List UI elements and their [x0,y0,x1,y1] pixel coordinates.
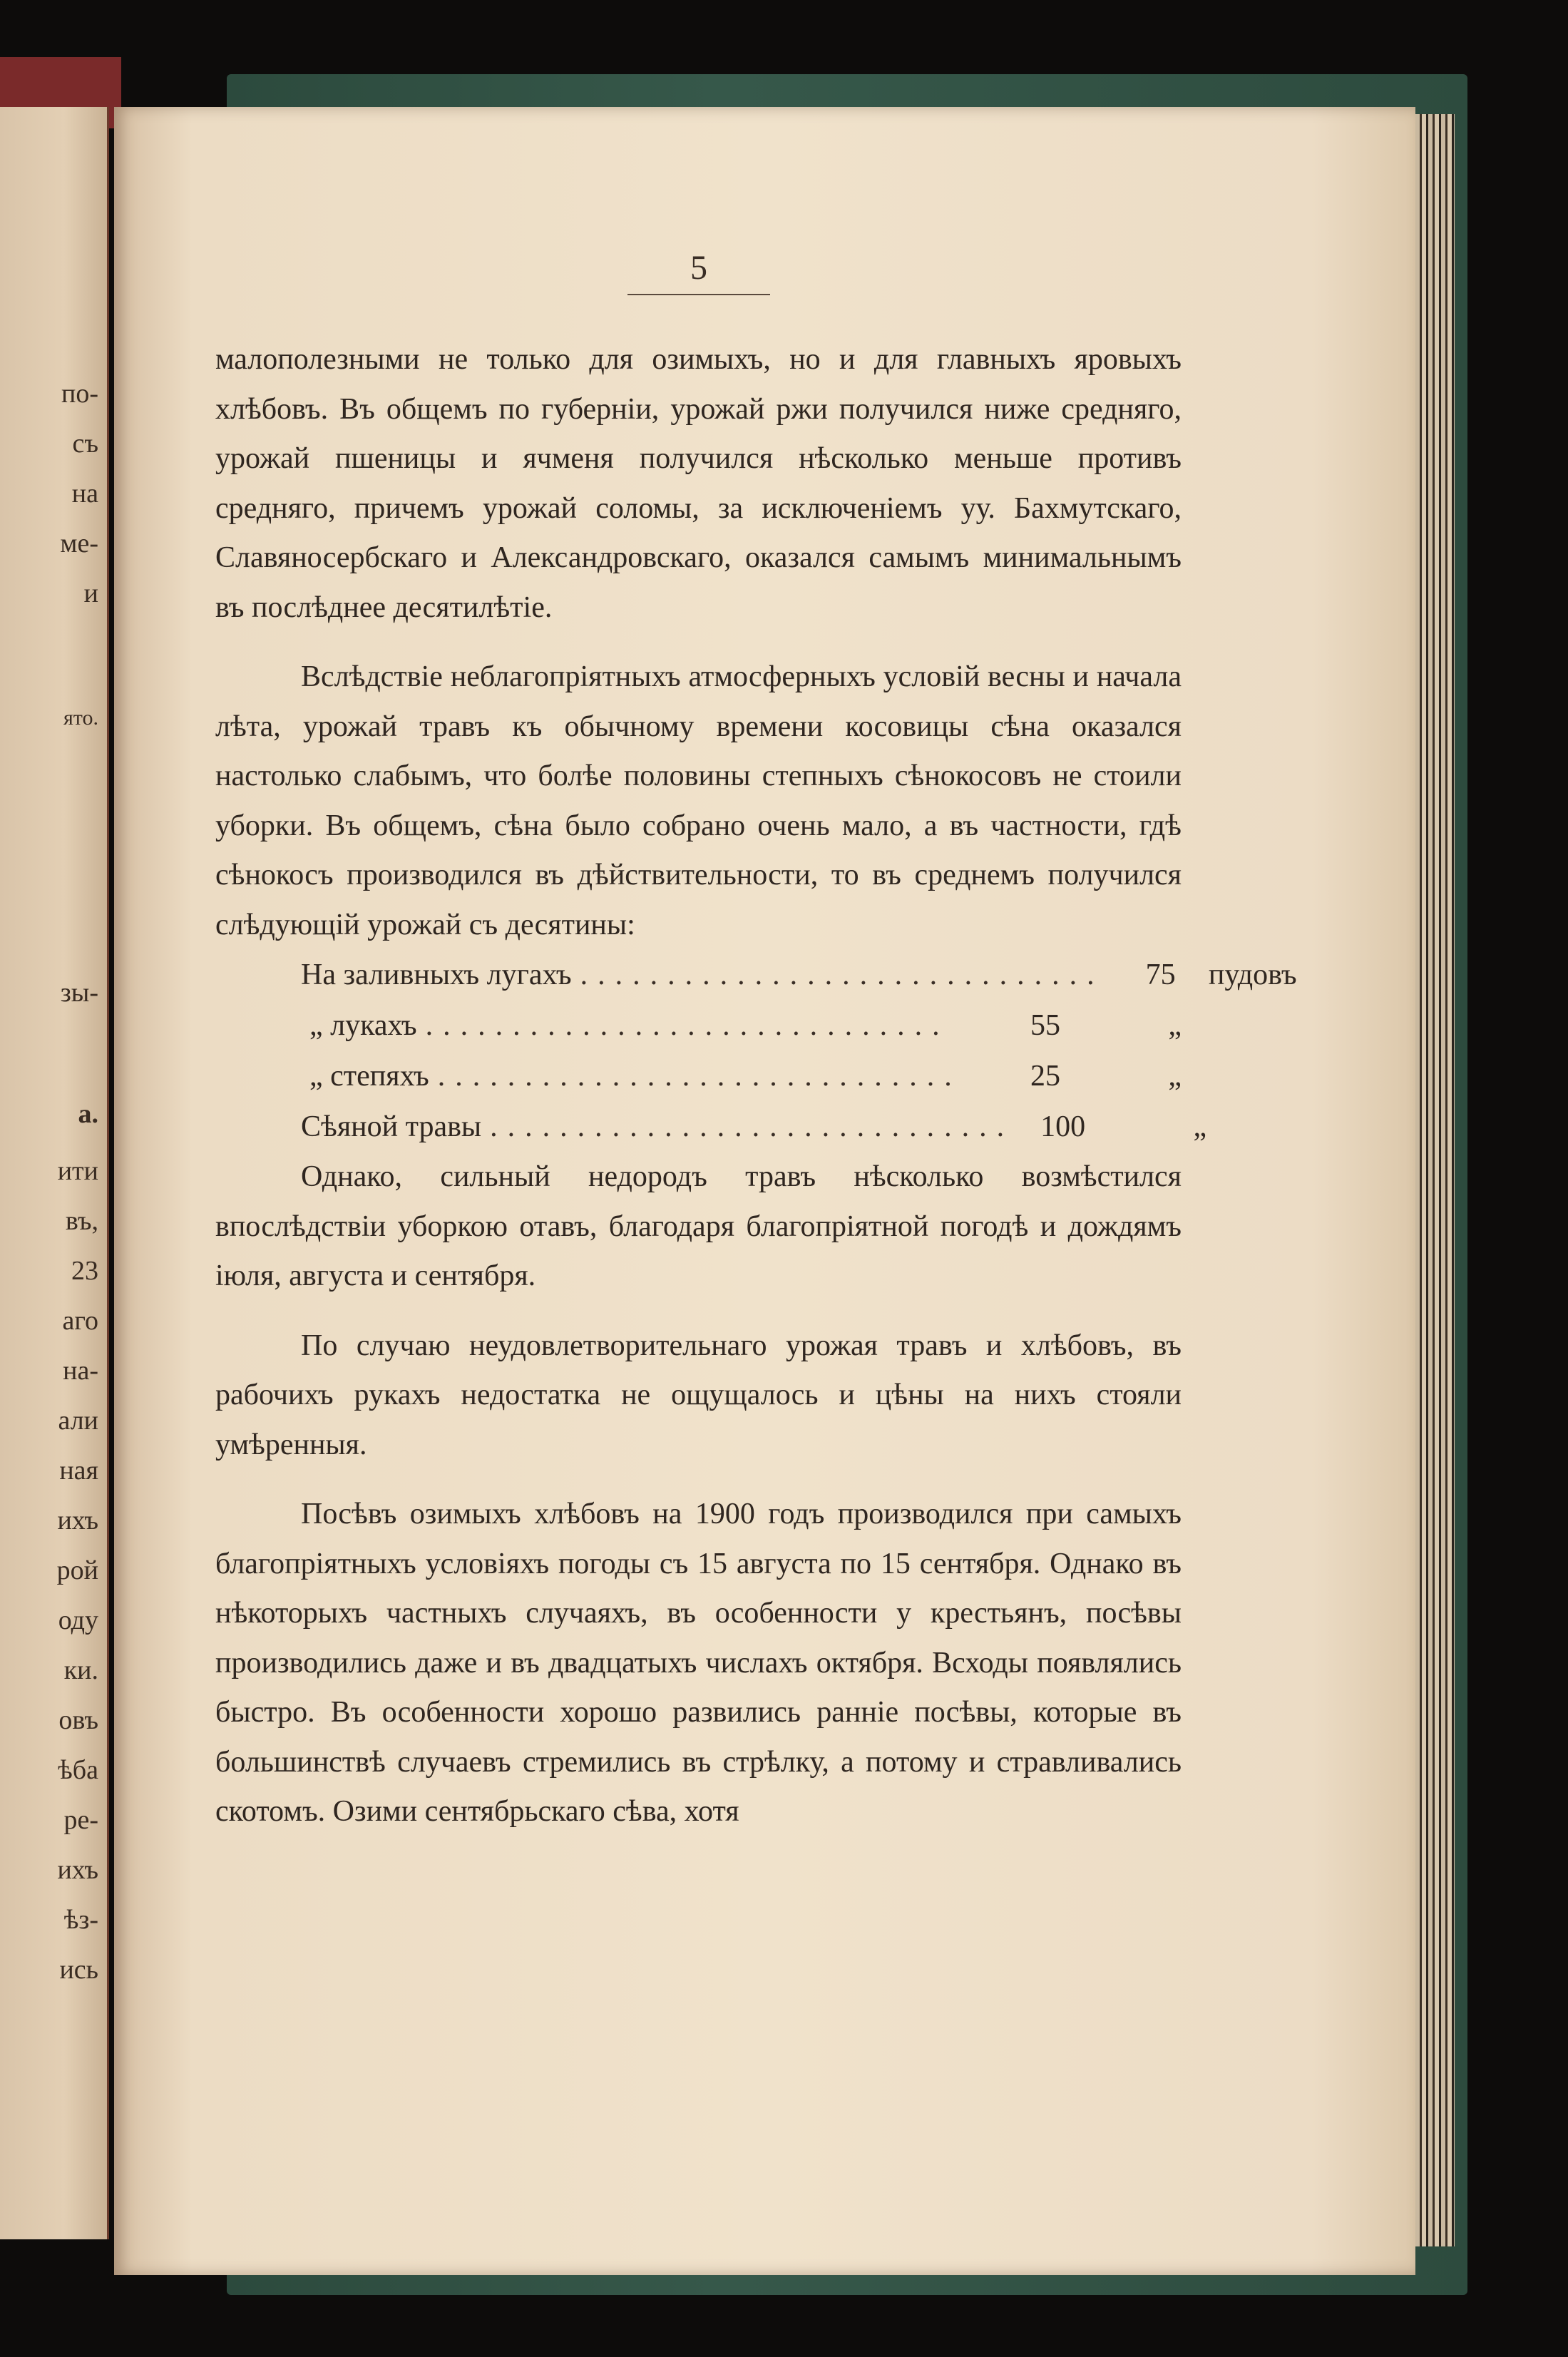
left-fragment: ити [57,1156,98,1186]
left-fragment: а. [78,1099,98,1129]
row-value: 25 [1030,1060,1060,1093]
left-fragment: ись [59,1955,98,1985]
row-unit: „ [1168,1009,1182,1042]
left-fragment: зы- [60,978,98,1008]
paragraph: По случаю неудовлетворительнаго урожая травъ и хлѣбовъ, въ рабочихъ рукахъ недостатка не ощущалось и цѣны на нихъ стояли умѣренныя. [215,1329,1182,1461]
leader-dots: .............................. [437,1060,962,1093]
left-fragment: въ, [65,1206,98,1236]
left-fragment: съ [72,429,98,459]
row-label: Сѣяной травы [301,1110,482,1143]
left-fragment: оду [58,1605,98,1635]
left-fragment: на [71,479,98,508]
left-neighbour-page [0,107,109,2239]
row-label: На заливныхъ лугахъ [301,958,572,991]
left-fragment: овъ [58,1705,98,1735]
row-label: „ степяхъ [309,1060,429,1093]
left-fragment: на- [63,1356,98,1386]
left-fragment: рой [56,1555,98,1585]
left-fragment: ная [59,1456,98,1486]
left-fragment: ихъ [57,1505,98,1535]
left-fragment: ре- [63,1805,98,1835]
paragraph: Посѣвъ озимыхъ хлѣбовъ на 1900 годъ производился при самыхъ благопріятныхъ условіяхъ погоды съ 15 августа по 15 сентября. Однако въ нѣкоторыхъ частныхъ случаяхъ, въ особенности у крестьянъ, посѣвы производились даже и въ двадцатыхъ числахъ октября. Всходы появлялись быстро. Въ особенности хорошо развились ранніе посѣвы, которые въ большинствѣ случаевъ стремились въ стрѣлку, а потому и стравливались скотомъ. Озими сентябрьскаго сѣва, хотя [215,1498,1182,1828]
row-value: 75 [1145,958,1176,991]
row-unit: „ [1168,1060,1182,1093]
row-unit: пудовъ [1208,958,1297,991]
row-label: „ лукахъ [309,1009,417,1042]
left-fragment: ихъ [57,1855,98,1885]
leader-dots: .............................. [580,958,1105,991]
leader-dots: .............................. [425,1009,950,1042]
left-fragment: 23 [71,1256,98,1286]
yield-table [215,950,1297,1152]
left-fragment: аго [62,1306,98,1336]
page-body [215,335,1297,1837]
table-row [215,950,1297,1001]
row-value: 55 [1030,1009,1060,1042]
left-fragment: ято. [63,706,98,730]
table-row [215,1102,1207,1152]
row-unit: „ [1193,1110,1207,1143]
left-fragment: ѣз- [63,1905,98,1935]
paragraph: Однако, сильный недородъ травъ нѣсколько возмѣстился впослѣдствіи уборкою отавъ, благодаря благопріятной погодѣ и дождямъ іюля, августа и сентября. [215,1160,1182,1292]
row-value: 100 [1040,1110,1086,1143]
leader-dots: .............................. [490,1110,1015,1143]
left-fragment: али [58,1406,98,1436]
table-row [215,1001,1182,1051]
left-fragment: ѣба [58,1755,98,1785]
left-fragment: ме- [60,528,98,558]
page-number-rule [627,294,770,295]
page-edges [1415,114,1455,2246]
table-row [215,1051,1182,1102]
paragraph: малополезными не только для озимыхъ, но и для главныхъ яровыхъ хлѣбовъ. Въ общемъ по губерніи, урожай ржи получился ниже средняго, урожай пшеницы и ячменя получился нѣсколько меньше противъ средняго, причемъ урожай соломы, за исключеніемъ уу. Бахмутскаго, Славяносербскаго и Александровскаго, оказался самымъ минимальнымъ въ послѣднее десятилѣтіе. [215,343,1182,624]
left-fragment: по- [61,379,98,409]
left-fragment: и [83,578,98,608]
paragraph: Вслѣдствіе неблагопріятныхъ атмосферныхъ условій весны и начала лѣта, урожай травъ къ обычному времени косовицы сѣна оказался настолько слабымъ, что болѣе половины степныхъ сѣнокосовъ не стоили уборки. Въ общемъ, сѣна было собрано очень мало, а въ частности, гдѣ сѣнокосъ производился въ дѣйствительности, то въ среднемъ получился слѣдующій урожай съ десятины: [215,660,1182,941]
page-number: 5 [690,249,707,287]
left-fragment: ки. [63,1655,98,1685]
